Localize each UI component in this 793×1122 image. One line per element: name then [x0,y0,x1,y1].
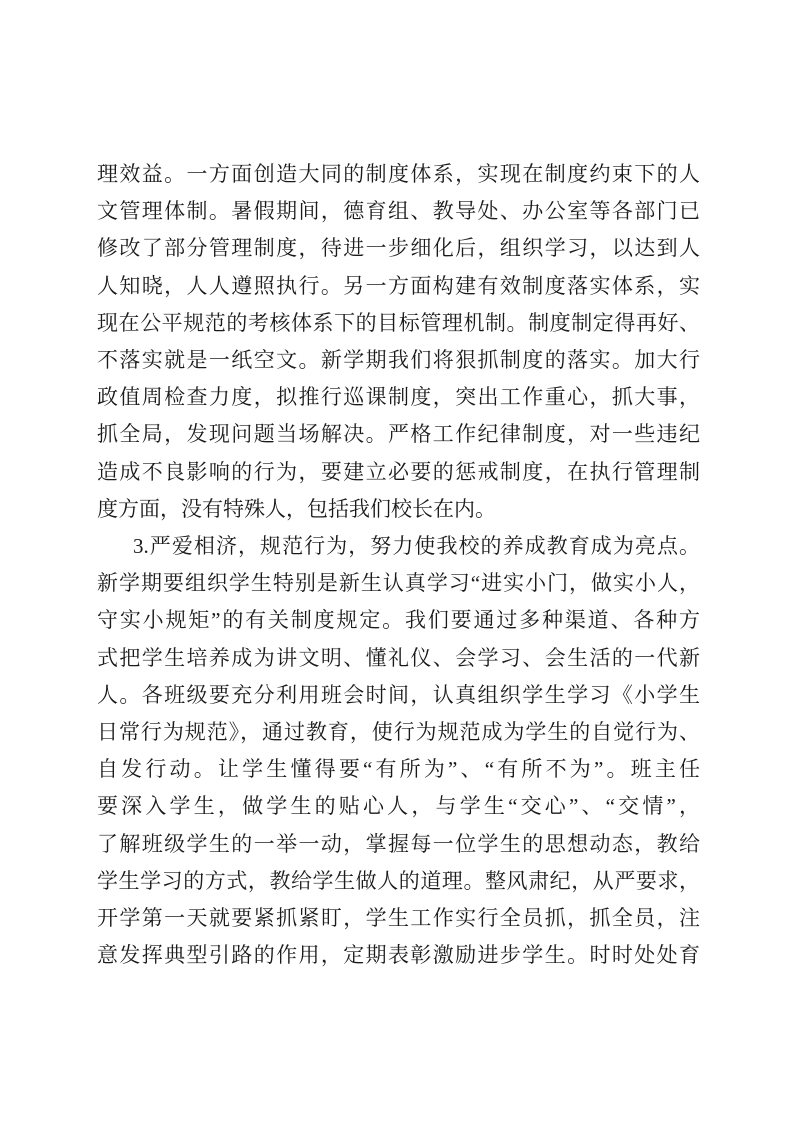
text-line: 了解班级学生的一举一动，掌握每一位学生的思想动态，教给 [97,831,700,856]
text-line: 造成不良影响的行为，要建立必要的惩戒制度，在执行管理制 [97,459,700,484]
text-line: 自发行动。让学生懂得要“有所为”、“有所不为”。班主任 [97,757,700,782]
text-block [97,156,700,974]
text-line: 日常行为规范》，通过教育，使行为规范成为学生的自觉行为、 [97,720,700,745]
text-line: 要深入学生，做学生的贴心人，与学生“交心”、“交情”， [97,794,700,819]
text-line: 守实小规矩”的有关制度规定。我们要通过多种渠道、各种方 [97,608,700,633]
text-line: 人。各班级要充分利用班会时间，认真组织学生学习《小学生 [97,682,700,707]
text-line: 政值周检查力度，拟推行巡课制度，突出工作重心，抓大事， [97,385,700,410]
text-line: 意发挥典型引路的作用，定期表彰激励进步学生。时时处处育 [97,943,700,968]
text-line: 学生学习的方式，教给学生做人的道理。整风肃纪，从严要求， [97,868,700,893]
text-line: 式把学生培养成为讲文明、懂礼仪、会学习、会生活的一代新 [97,645,700,670]
text-line: 修改了部分管理制度，待进一步细化后，组织学习，以达到人 [97,236,700,261]
text-line: 人知晓，人人遵照执行。另一方面构建有效制度落实体系，实 [97,273,700,298]
text-line: 现在公平规范的考核体系下的目标管理机制。制度制定得再好、 [97,310,700,335]
text-line: 新学期要组织学生特别是新生认真学习“进实小门，做实小人， [97,571,700,596]
text-line: 开学第一天就要紧抓紧盯，学生工作实行全员抓，抓全员，注 [97,906,700,931]
text-line: 文管理体制。暑假期间，德育组、教导处、办公室等各部门已 [97,199,700,224]
text-line: 不落实就是一纸空文。新学期我们将狠抓制度的落实。加大行 [97,348,700,373]
text-line: 3.严爱相济，规范行为，努力使我校的养成教育成为亮点。 [133,534,700,559]
text-line: 抓全局，发现问题当场解决。严格工作纪律制度，对一些违纪 [97,422,700,447]
text-line: 度方面，没有特殊人，包括我们校长在内。 [97,496,496,521]
text-line: 理效益。一方面创造大同的制度体系，实现在制度约束下的人 [97,162,700,186]
